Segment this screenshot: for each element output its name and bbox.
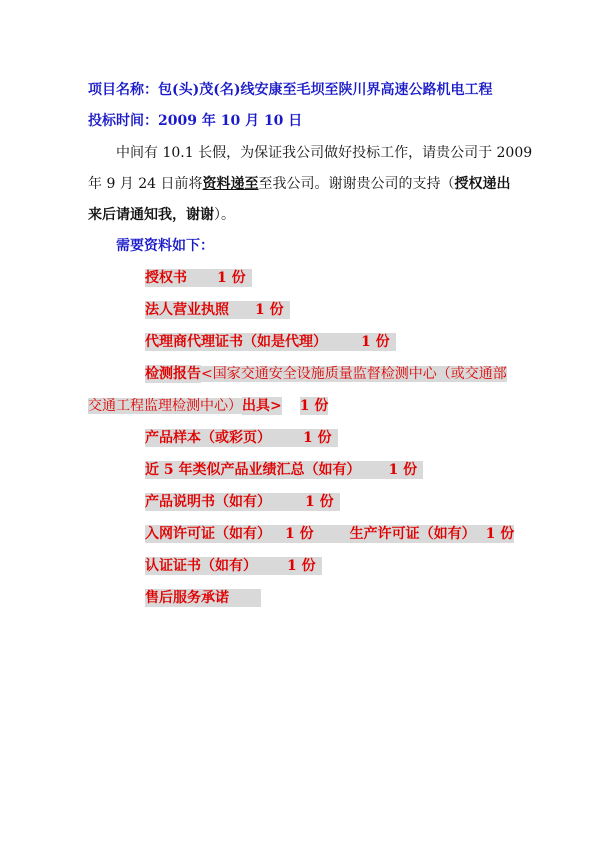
item-authorization-qty: 1 份 <box>217 270 246 286</box>
item-product-sample-qty: 1 份 <box>303 430 332 446</box>
bid-time-line: 投标时间：2009 年 10 月 10 日 <box>88 113 303 129</box>
notice-line-1: 中间有 10.1 长假，为保证我公司做好投标工作，请贵公司于 2009 <box>116 145 533 161</box>
item-production-permit-qty: 1 份 <box>485 526 515 542</box>
item-certification-label <box>145 557 322 575</box>
notice-line-3-suffix: ）。 <box>214 207 235 223</box>
item-permits <box>145 524 514 544</box>
item-authorization-name: 授权书 <box>145 270 187 286</box>
item-authorization-label <box>145 269 252 287</box>
item-test-report-suffix: 出具> <box>242 398 282 414</box>
item-performance-name: 近 5 年类似产品业绩汇总（如有） <box>145 462 361 478</box>
item-business-license-name: 法人营业执照 <box>145 302 229 318</box>
item-certification <box>145 556 322 576</box>
item-production-permit-name: 生产许可证（如有） <box>349 526 476 542</box>
item-authorization <box>145 268 252 288</box>
item-after-sales <box>145 588 261 608</box>
notice-line-2-bold: 授权递出 <box>454 176 511 192</box>
item-manual <box>145 492 340 512</box>
item-agent-certificate-label <box>145 333 396 351</box>
item-business-license <box>145 300 290 320</box>
item-performance-label <box>145 461 423 479</box>
item-manual-qty: 1 份 <box>305 494 334 510</box>
item-agent-certificate-qty: 1 份 <box>361 334 390 350</box>
item-product-sample-label <box>145 429 338 447</box>
item-after-sales-name: 售后服务承诺 <box>145 590 229 606</box>
deliver-materials-text: 资料递至 <box>202 176 259 192</box>
item-after-sales-label <box>145 589 261 607</box>
requirements-heading: 需要资料如下： <box>116 238 214 254</box>
notice-line-2 <box>88 174 511 194</box>
item-network-permit-name: 入网许可证（如有） <box>145 526 271 542</box>
item-network-permit <box>145 525 514 543</box>
item-business-license-qty: 1 份 <box>255 302 284 318</box>
notice-line-2-prefix: 年 9 月 24 日前将 <box>88 176 203 192</box>
item-network-permit-qty: 1 份 <box>285 526 314 542</box>
item-test-report <box>145 364 507 384</box>
item-performance-qty: 1 份 <box>388 462 418 478</box>
item-test-report-label: 检测报告 <box>145 366 201 382</box>
item-test-report-cont <box>88 396 328 416</box>
item-certification-qty: 1 份 <box>287 558 316 574</box>
item-business-license-label <box>145 301 290 319</box>
project-name-line: 项目名称：包(头)茂(名)线安康至毛坝至陕川界高速公路机电工程 <box>88 82 493 98</box>
notice-line-3-bold: 来后请通知我，谢谢 <box>88 207 214 223</box>
item-manual-name: 产品说明书（如有） <box>145 494 271 510</box>
item-performance <box>145 460 423 480</box>
item-agent-certificate-name: 代理商代理证书（如是代理） <box>145 334 327 350</box>
item-product-sample <box>145 428 338 448</box>
item-test-report-qty: 1 份 <box>299 398 329 414</box>
item-test-report-detail-2: 交通工程监理检测中心） <box>88 398 242 414</box>
item-certification-name: 认证证书（如有） <box>145 558 257 574</box>
item-agent-certificate <box>145 332 396 352</box>
notice-line-3 <box>88 205 235 225</box>
item-product-sample-name: 产品样本（或彩页） <box>145 430 271 446</box>
item-manual-label <box>145 493 340 511</box>
notice-line-2-suffix: 至我公司。谢谢贵公司的支持（ <box>258 176 455 192</box>
item-test-report-detail-1: <国家交通安全设施质量监督检测中心（或交通部 <box>201 366 507 382</box>
